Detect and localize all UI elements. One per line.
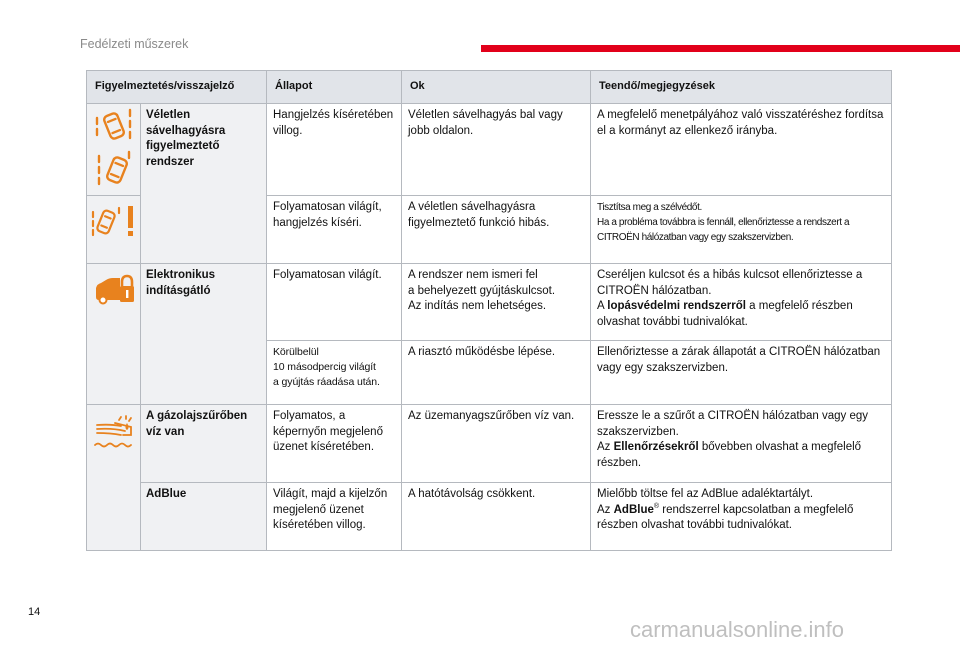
fuel-filter-action-ref-prefix: Az bbox=[597, 441, 611, 453]
lane-cause-1: Véletlen sávelhagyás bal vagy jobb oldalon. bbox=[402, 104, 591, 196]
immobiliser-state-1: Folyamatosan világít. bbox=[267, 264, 402, 341]
table-row bbox=[87, 405, 892, 483]
lane-state-2: Folyamatosan világít, hangjelzés kíséri. bbox=[267, 196, 402, 264]
adblue-action-ref: AdBlue bbox=[613, 503, 654, 516]
immobiliser-label: Elektronikus indításgátló bbox=[141, 264, 267, 405]
immobiliser-action-1-ref-prefix: A bbox=[597, 300, 605, 312]
icon-cell bbox=[87, 264, 141, 405]
page-number: 14 bbox=[28, 606, 41, 618]
table-header-row bbox=[87, 71, 892, 104]
immobiliser-icon bbox=[92, 272, 136, 306]
lane-action-2-line2: Ha a probléma továbbra is fennáll, ellenőriztesse a rendszert a CITROËN hálózatban vagy egy szakszervizben. bbox=[597, 217, 850, 243]
adblue-action-ref-prefix: Az bbox=[597, 503, 611, 516]
warning-lamps-table bbox=[86, 70, 892, 551]
immobiliser-action-2: Ellenőriztesse a zárak állapotát a CITROËN hálózatban vagy egy szakszervizben. bbox=[591, 341, 892, 405]
immobiliser-cause-2: A riasztó működésbe lépése. bbox=[402, 341, 591, 405]
lane-state-1: Hangjelzés kíséretében villog. bbox=[267, 104, 402, 196]
adblue-action bbox=[591, 483, 892, 551]
fuel-filter-state: Folyamatos, a képernyőn megjelenő üzenet kíséretében. bbox=[267, 405, 402, 483]
table-row bbox=[87, 264, 892, 341]
fuel-filter-label: A gázolajszűrőben víz van bbox=[141, 405, 267, 483]
immobiliser-state-2 bbox=[267, 341, 402, 405]
page-header-title: Fedélzeti műszerek bbox=[80, 37, 189, 51]
lane-departure-label: Véletlen sávelhagyásra figyelmeztető rendszer bbox=[141, 104, 267, 264]
fuel-filter-action bbox=[591, 405, 892, 483]
fuel-filter-action-text: Eressze le a szűrőt a CITROËN hálózatban vagy egy szakszervizben. bbox=[597, 410, 869, 438]
lane-cause-2: A véletlen sávelhagyásra figyelmeztető funkció hibás. bbox=[402, 196, 591, 264]
fuel-filter-cause: Az üzemanyagszűrőben víz van. bbox=[402, 405, 591, 483]
lane-action-2-line1: Tisztítsa meg a szélvédőt. bbox=[597, 202, 702, 213]
immobiliser-cause-1-line1: A rendszer nem ismeri fel bbox=[408, 269, 538, 281]
immobiliser-cause-1-line2: a behelyezett gyújtáskulcsot. bbox=[408, 284, 556, 297]
column-header-cause: Ok bbox=[402, 71, 591, 104]
adblue-cause: A hatótávolság csökkent. bbox=[402, 483, 591, 551]
fuel-filter-action-ref-suffix: bővebben olvashat a megfelelő részben. bbox=[597, 441, 862, 469]
lane-departure-icon bbox=[92, 104, 136, 188]
column-header-state: Állapot bbox=[267, 71, 402, 104]
immobiliser-cause-1 bbox=[402, 264, 591, 341]
immobiliser-action-1 bbox=[591, 264, 892, 341]
table-row bbox=[87, 483, 892, 551]
icon-cell bbox=[87, 196, 141, 264]
adblue-action-text: Mielőbb töltse fel az AdBlue adaléktartályt. bbox=[597, 488, 814, 500]
registered-mark: ® bbox=[653, 502, 660, 510]
lane-action-1: A megfelelő menetpályához való visszatéréshez fordítsa el a kormányt az ellenkező irányba. bbox=[591, 104, 892, 196]
icon-cell bbox=[87, 104, 141, 196]
lane-action-2 bbox=[591, 196, 892, 264]
column-header-warning: Figyelmeztetés/visszajelző bbox=[87, 71, 267, 104]
immobiliser-state-2-line2: 10 másodpercig világít bbox=[273, 361, 376, 373]
column-header-action: Teendő/megjegyzések bbox=[591, 71, 892, 104]
immobiliser-action-1-ref-suffix: a megfelelő részben olvashat további tudnivalókat. bbox=[597, 300, 853, 328]
immobiliser-state-2-line3: a gyújtás ráadása után. bbox=[273, 376, 380, 388]
header-accent-bar bbox=[481, 45, 960, 52]
immobiliser-action-1-text: Cseréljen kulcsot és a hibás kulcsot ellenőriztesse a CITROËN hálózatban. bbox=[597, 269, 863, 297]
adblue-label: AdBlue bbox=[141, 483, 267, 551]
fuel-filter-action-ref: Ellenőrzésekről bbox=[613, 441, 699, 453]
immobiliser-action-1-ref: lopásvédelmi rendszerről bbox=[607, 300, 746, 312]
water-in-diesel-filter-icon bbox=[91, 413, 137, 453]
immobiliser-state-2-line1: Körülbelül bbox=[273, 346, 319, 358]
table-row bbox=[87, 104, 892, 196]
lane-departure-fault-icon bbox=[87, 196, 141, 242]
watermark: carmanualsonline.info bbox=[630, 617, 845, 642]
immobiliser-cause-1-line3: Az indítás nem lehetséges. bbox=[408, 300, 547, 312]
adblue-action-ref-suffix: rendszerrel kapcsolatban a megfelelő részben olvashat további tudnivalókat. bbox=[597, 503, 854, 531]
adblue-state: Világít, majd a kijelzőn megjelenő üzenet kíséretében villog. bbox=[267, 483, 402, 551]
icon-cell bbox=[87, 405, 141, 551]
